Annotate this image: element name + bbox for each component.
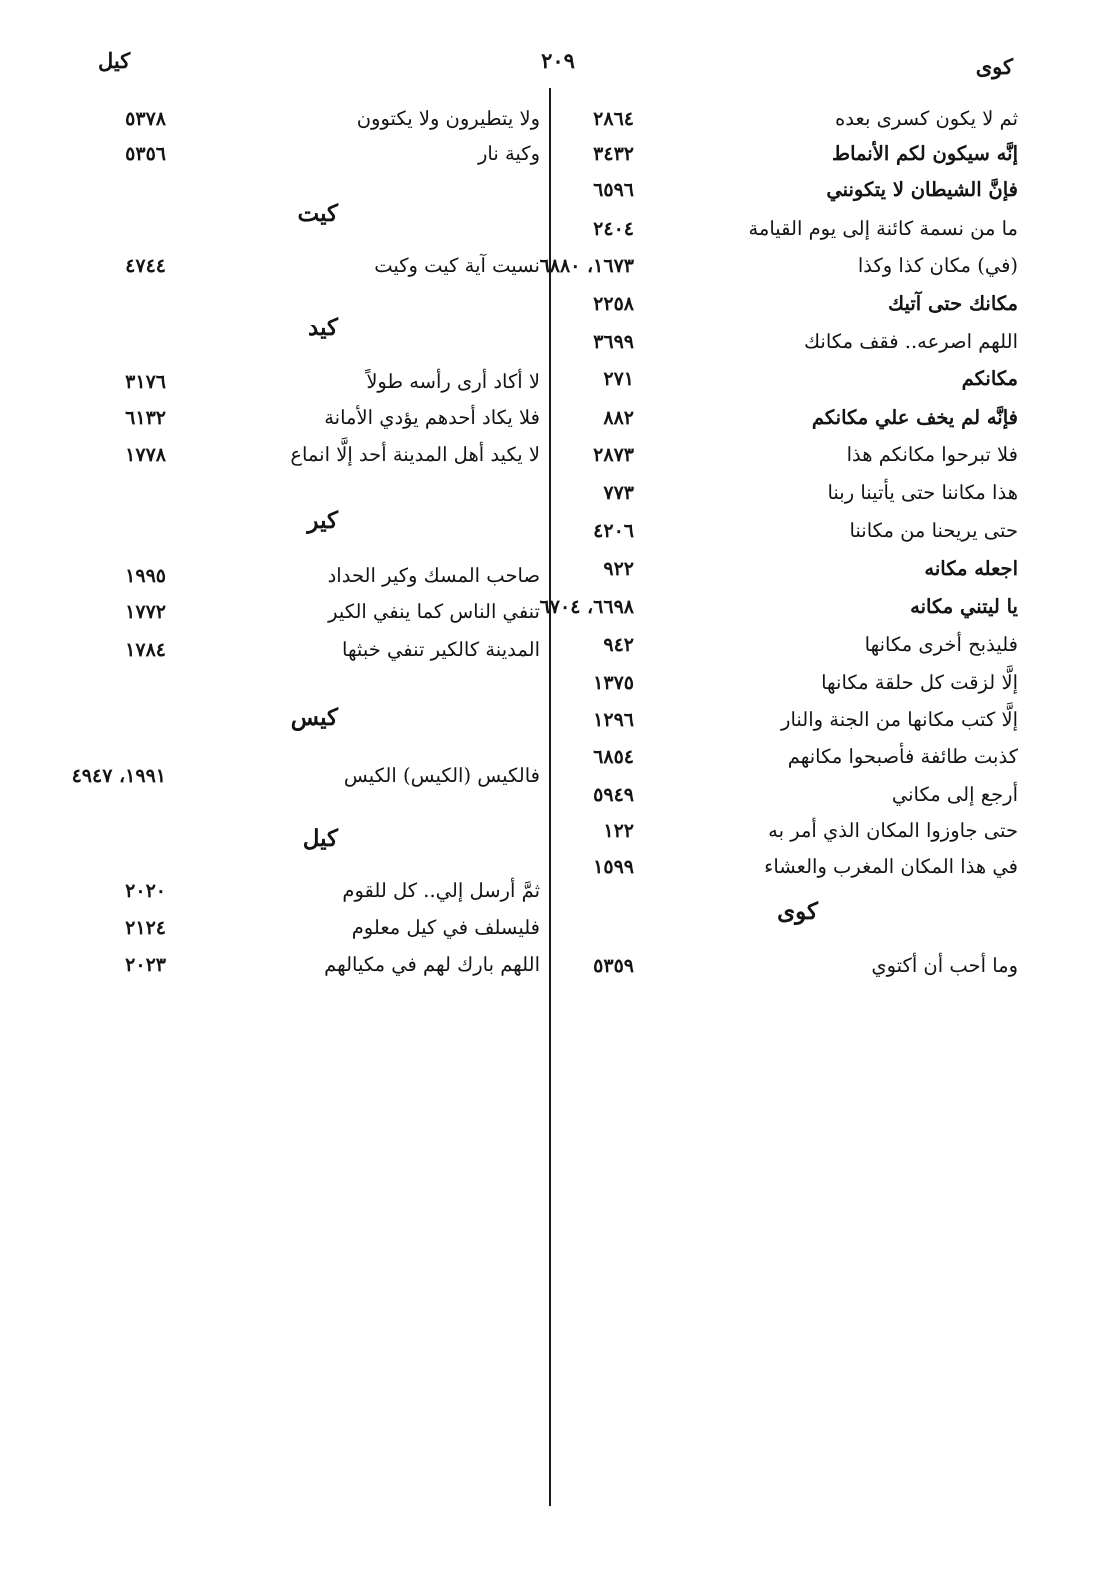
- entry-refs: ١٦٧٣، ٦٨٨٠: [539, 255, 634, 277]
- entry-text: إلَّا كتب مكانها من الجنة والنار: [781, 708, 1018, 731]
- entry-text: تنفي الناس كما ينفي الكير: [328, 600, 540, 623]
- heading-text: كيل: [302, 825, 338, 852]
- entry-text: أرجع إلى مكاني: [891, 783, 1018, 806]
- section-heading: [0, 196, 1110, 232]
- entry-text: إنَّه سيكون لكم الأنماط: [832, 142, 1018, 165]
- index-entry: [0, 248, 1110, 284]
- heading-text: كيد: [308, 314, 338, 341]
- running-head-left: كيل: [98, 48, 131, 73]
- entry-text: فإنَّ الشيطان لا يتكونني: [826, 178, 1018, 201]
- entry-refs: ١٧٧٨: [125, 444, 166, 466]
- entry-refs: ٢٧١: [603, 368, 634, 390]
- entry-refs: ٢١٢٤: [125, 917, 166, 939]
- entry-refs: ١٣٧٥: [593, 672, 634, 694]
- index-entry: [0, 665, 1110, 701]
- entry-refs: ٣٤٣٢: [593, 143, 634, 165]
- entry-refs: ٧٧٣: [603, 482, 634, 504]
- page-number: ٢٠٩: [541, 48, 575, 73]
- index-entry: [0, 101, 1110, 137]
- entry-text: إلَّا لزقت كل حلقة مكانها: [821, 671, 1018, 694]
- entry-refs: ٢٨٧٣: [593, 444, 634, 466]
- entry-text: لا أكاد أرى رأسه طولاً: [366, 370, 540, 393]
- section-heading: [0, 503, 1110, 539]
- entry-text: صاحب المسك وكير الحداد: [327, 564, 540, 587]
- entry-refs: ٢٠٢٠: [125, 880, 166, 902]
- heading-text: كير: [307, 507, 338, 534]
- entry-refs: ٢٤٠٤: [593, 218, 634, 240]
- entry-refs: ٦١٣٢: [125, 407, 166, 429]
- index-entry: [0, 632, 1110, 668]
- index-entry: [0, 947, 1110, 983]
- entry-text: لا يكيد أهل المدينة أحد إلَّا انماع: [290, 443, 540, 466]
- entry-text: يا ليتني مكانه: [910, 595, 1018, 618]
- index-entry: [0, 873, 1110, 909]
- entry-refs: ٣١٧٦: [125, 371, 166, 393]
- entry-text: هذا مكاننا حتى يأتينا ربنا: [827, 481, 1018, 504]
- entry-text: ما من نسمة كائنة إلى يوم القيامة: [748, 217, 1018, 240]
- entry-refs: ٦٦٩٨، ٦٧٠٤: [539, 596, 634, 618]
- entry-refs: ٥٣٥٦: [125, 143, 166, 165]
- entry-text: حتى جاوزوا المكان الذي أمر به: [768, 819, 1018, 842]
- entry-text: مكانكم: [961, 367, 1018, 390]
- index-entry: [0, 136, 1110, 172]
- entry-refs: ٥٣٧٨: [125, 108, 166, 130]
- entry-text: فلا يكاد أحدهم يؤدي الأمانة: [324, 406, 540, 429]
- entry-refs: ٥٣٥٩: [593, 955, 634, 977]
- entry-text: فالكيس (الكيس) الكيس: [343, 764, 540, 787]
- entry-text: وكية نار: [477, 142, 540, 165]
- entry-refs: ١٧٧٢: [125, 601, 166, 623]
- section-heading: [0, 700, 1110, 736]
- heading-text: كيس: [290, 704, 338, 731]
- entry-text: كذبت طائفة فأصبحوا مكانهم: [787, 745, 1018, 768]
- entry-refs: ٣٦٩٩: [593, 331, 634, 353]
- entry-text: فليسلف في كيل معلوم: [351, 916, 540, 939]
- entry-text: فإنَّه لم يخف علي مكانكم: [811, 406, 1018, 429]
- entry-refs: ٤٧٤٤: [125, 255, 166, 277]
- entry-refs: ٦٨٥٤: [593, 746, 634, 768]
- index-entry: [0, 758, 1110, 794]
- entry-refs: ١٢٢: [603, 820, 634, 842]
- running-head-right: كوى: [975, 54, 1013, 79]
- entry-refs: ١٥٩٩: [593, 856, 634, 878]
- index-entry: [0, 594, 1110, 630]
- index-entry: [0, 910, 1110, 946]
- entry-text: اللهم بارك لهم في مكيالهم: [324, 953, 540, 976]
- entry-refs: ٨٨٢: [603, 407, 634, 429]
- entry-refs: ٩٤٢: [603, 634, 634, 656]
- index-entry: [0, 437, 1110, 473]
- entry-text: فلا تبرحوا مكانكم هذا: [846, 443, 1018, 466]
- entry-text: ولا يتطيرون ولا يكتوون: [356, 107, 540, 130]
- entry-refs: ٥٩٤٩: [593, 784, 634, 806]
- entry-refs: ١٧٨٤: [125, 639, 166, 661]
- section-heading: [0, 310, 1110, 346]
- heading-text: كوى: [777, 898, 818, 925]
- entry-refs: ١٩٩١، ٤٩٤٧: [71, 765, 166, 787]
- section-heading: [0, 821, 1110, 857]
- entry-text: وما أحب أن أكتوي: [871, 954, 1018, 977]
- index-entry: [0, 364, 1110, 400]
- entry-text: المدينة كالكير تنفي خبثها: [342, 638, 540, 661]
- entry-text: نسيت آية كيت وكيت: [374, 254, 540, 277]
- entry-text: حتى يريحنا من مكاننا: [849, 519, 1018, 542]
- entry-refs: ١٩٩٥: [125, 565, 166, 587]
- index-entry: [0, 558, 1110, 594]
- heading-text: كيت: [297, 200, 338, 227]
- entry-text: ثمَّ أرسل إلي.. كل للقوم: [342, 879, 540, 902]
- entry-refs: ٢٠٢٣: [125, 954, 166, 976]
- entry-text: في هذا المكان المغرب والعشاء: [764, 855, 1018, 878]
- entry-text: (في) مكان كذا وكذا: [857, 254, 1018, 277]
- entry-text: فليذبح أخرى مكانها: [864, 633, 1018, 656]
- entry-text: مكانك حتى آتيك: [888, 292, 1018, 315]
- entry-refs: ٩٢٢: [603, 558, 634, 580]
- entry-text: اللهم اصرعه.. فقف مكانك: [804, 330, 1018, 353]
- entry-text: اجعله مكانه: [924, 557, 1018, 580]
- entry-refs: ٦٥٩٦: [593, 179, 634, 201]
- entry-refs: ٤٢٠٦: [593, 520, 634, 542]
- entry-refs: ١٢٩٦: [593, 709, 634, 731]
- index-entry: [0, 400, 1110, 436]
- entry-text: ثم لا يكون كسرى بعده: [835, 107, 1018, 130]
- entry-refs: ٢٨٦٤: [593, 108, 634, 130]
- entry-refs: ٢٢٥٨: [593, 293, 634, 315]
